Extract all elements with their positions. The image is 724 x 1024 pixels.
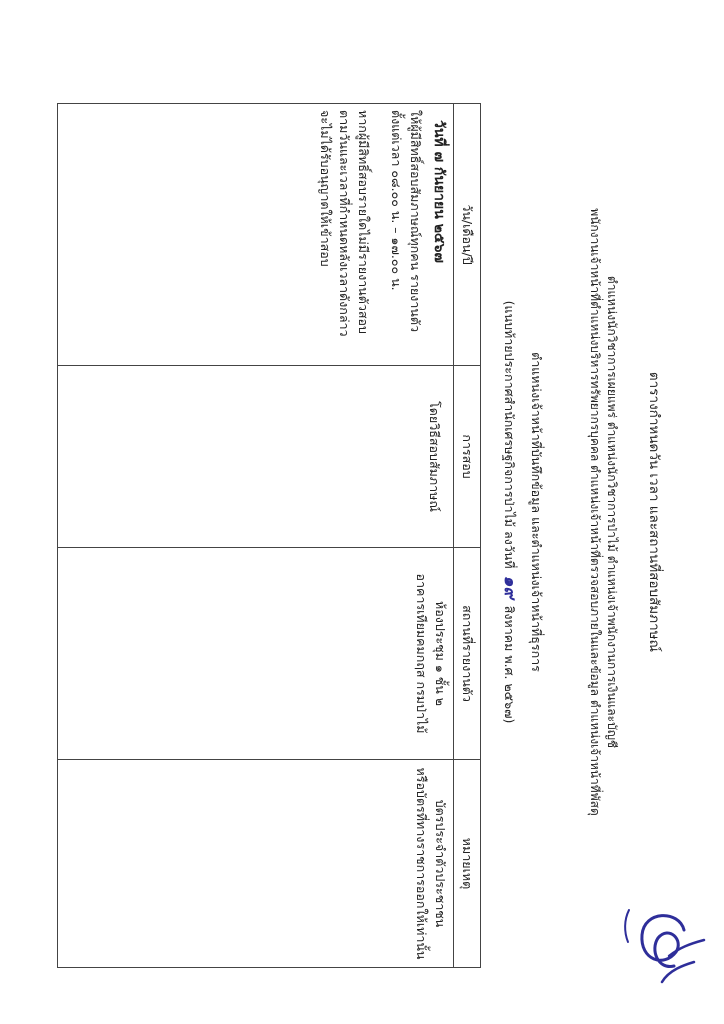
- schedule-table: [57, 103, 481, 968]
- table-row: [58, 104, 454, 968]
- positions-line-1: ตำแหน่งนักวิชาการเผยแพร่ ตำแหน่งนักวิชาการป่าไม้ ตำแหน่งเจ้าพนักงานการเงินและบัญชี: [605, 275, 619, 749]
- late-notice-2: ตามวันและเวลาที่กำหนดหลังเวลาดังกล่าว: [337, 110, 352, 337]
- place-room: ห้องประชุม ๑ ชั้น ๒: [433, 600, 448, 707]
- note-id-card: บัตรประจำตัวประชาชน: [433, 799, 448, 928]
- late-notice-3: จะไม่ได้รับอนุญาตให้เข้าสอบ: [318, 110, 333, 267]
- place-building: อาคารเทียมคมกฤส กรมป่าไม้: [414, 573, 429, 734]
- announcement-suffix: สิงหาคม พ.ศ. ๒๕๖๗): [502, 605, 517, 724]
- header-date: วัน/เดือน/ปี: [454, 104, 481, 366]
- note-cell: [58, 760, 454, 968]
- header-method: การสอบ: [454, 366, 481, 548]
- table-header-row: [454, 104, 481, 968]
- method-cell: [58, 366, 454, 548]
- document-title: ตารางกำหนดวัน เวลา และสถานที่สอบสัมภาษณ์: [646, 371, 662, 653]
- place-cell: [58, 548, 454, 760]
- announcement-day: ๑๙: [500, 575, 520, 599]
- announcement-reference: [497, 0, 524, 1024]
- late-notice-1: หากผู้มีสิทธิ์สอบรายใดไม่มีรายงานตัวสอบ: [356, 110, 371, 334]
- header-note: หมายเหตุ: [454, 760, 481, 968]
- exam-method: โดยวิธีสอบสัมภาษณ์: [427, 401, 442, 512]
- note-official-card: หรือบัตรที่ทางราชการออกให้เท่านั้น: [414, 767, 429, 960]
- announcement-prefix: (แนบท้ายประกาศสำนักเศรษฐกิจการป่าไม้ ลงวันที่: [502, 300, 517, 569]
- report-time: ตั้งแต่เวลา ๐๘.๐๐ น. – ๑๗.๐๐ น.: [389, 110, 404, 291]
- exam-date: วันที่ ๗ กันยายน ๒๕๖๗: [431, 120, 447, 263]
- header-place: สถานที่รายงานตัว: [454, 548, 481, 760]
- report-instruction: ให้ผู้มีสิทธิ์สอบสัมภาษณ์ทุกคน รายงานตัว: [408, 110, 423, 332]
- date-cell: [58, 104, 454, 366]
- positions-line-2: พนักงานเจ้าหน้าที่ตำแหน่งบริหารทรัพยากรบุคคล ตำแหน่งเจ้าหน้าที่ตรวจสอบภายในและข้อมูล ตำแหน่งเจ้าหน้าที่พัสดุ: [588, 208, 602, 816]
- positions-line-3: ตำแหน่งเจ้าหน้าที่บันทึกข้อมูล และตำแหน่งเจ้าหน้าที่ธุรการ: [529, 352, 544, 672]
- signature-mark: [604, 870, 724, 1020]
